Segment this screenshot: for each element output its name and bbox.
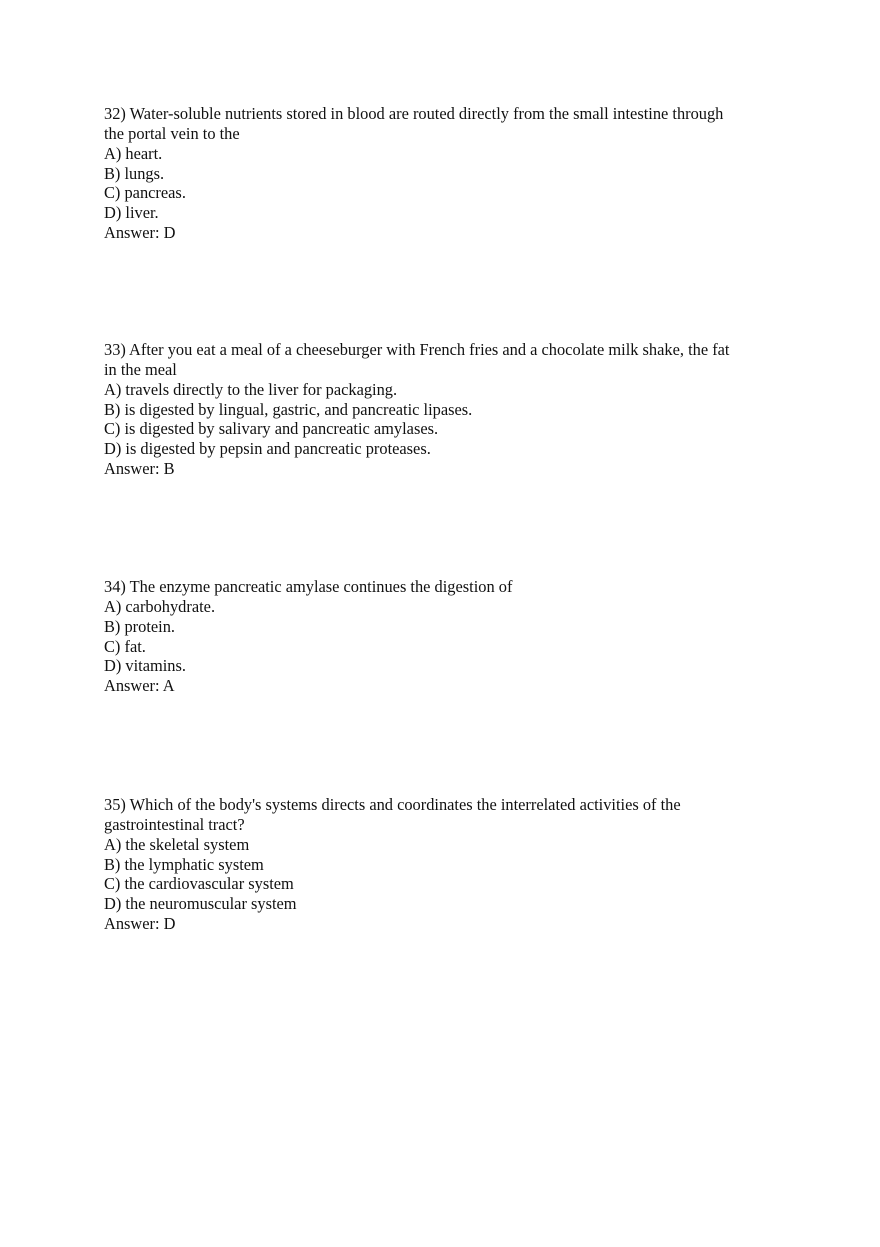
option-b: B) protein. <box>104 616 176 636</box>
option-a: A) carbohydrate. <box>104 596 216 616</box>
question-34 <box>104 577 512 696</box>
question-32 <box>104 104 723 243</box>
question-stem: 35) Which of the body's systems directs and coordinates the interrelated activities of the <box>104 795 681 814</box>
option-d: D) is digested by pepsin and pancreatic proteases. <box>104 439 431 459</box>
option-a: A) heart. <box>104 143 163 163</box>
question-stem: 33) After you eat a meal of a cheeseburger with French fries and a chocolate milk shake, the fat <box>104 340 730 359</box>
question-35 <box>104 795 681 934</box>
question-stem: in the meal <box>104 359 177 379</box>
option-c: C) fat. <box>104 636 146 656</box>
option-a: A) travels directly to the liver for packaging. <box>104 379 398 399</box>
question-stem: 34) The enzyme pancreatic amylase continues the digestion of <box>104 577 513 596</box>
answer: Answer: A <box>104 676 175 696</box>
option-b: B) the lymphatic system <box>104 854 264 874</box>
option-c: C) pancreas. <box>104 183 186 203</box>
option-d: D) liver. <box>104 203 159 223</box>
question-stem: the portal vein to the <box>104 123 240 143</box>
answer: Answer: B <box>104 459 175 479</box>
option-a: A) the skeletal system <box>104 834 250 854</box>
answer: Answer: D <box>104 914 176 934</box>
option-d: D) the neuromuscular system <box>104 894 297 914</box>
option-c: C) is digested by salivary and pancreatic amylases. <box>104 419 439 439</box>
question-stem: 32) Water-soluble nutrients stored in blood are routed directly from the small intestine through <box>104 104 724 123</box>
option-c: C) the cardiovascular system <box>104 874 294 894</box>
option-d: D) vitamins. <box>104 656 186 676</box>
option-b: B) lungs. <box>104 163 165 183</box>
question-stem: gastrointestinal tract? <box>104 814 245 834</box>
question-33 <box>104 340 729 479</box>
answer: Answer: D <box>104 223 176 243</box>
option-b: B) is digested by lingual, gastric, and pancreatic lipases. <box>104 399 473 419</box>
